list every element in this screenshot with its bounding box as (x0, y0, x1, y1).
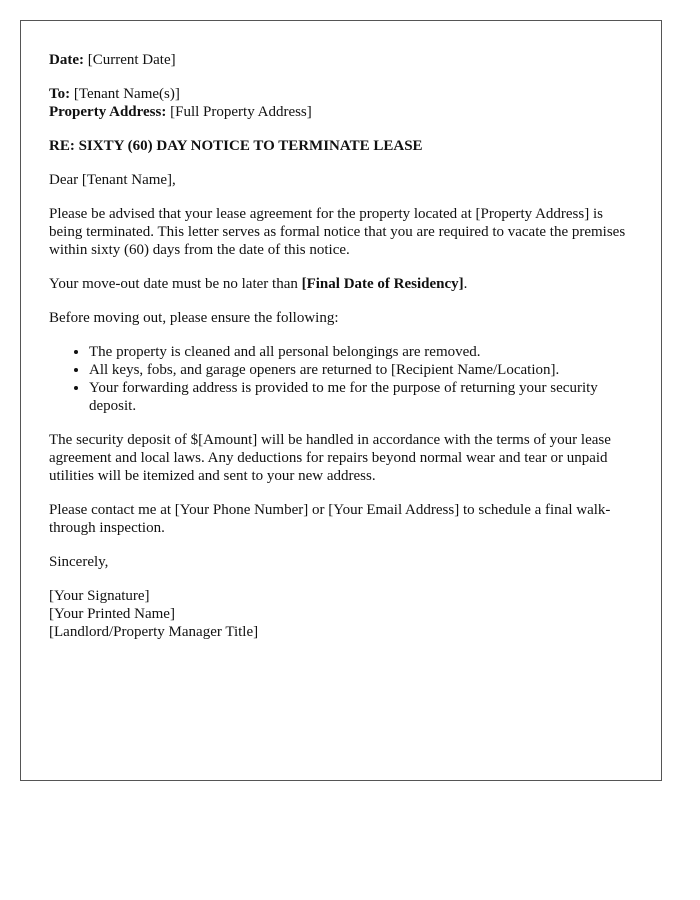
subject-line (49, 137, 633, 155)
list-item: • All keys, fobs, and garage openers are returned to [Recipient Name/Location]. (89, 361, 633, 379)
signature-block (49, 587, 633, 641)
property-address-label: Property Address: (49, 104, 167, 120)
signature-line: [Your Signature] (49, 588, 150, 604)
property-address-value: [Full Property Address] (170, 104, 312, 120)
to-line (49, 85, 633, 103)
termination-paragraph: Please be advised that your lease agreement for the property located at [Property Address] is being terminated. This letter serves as formal notice that you are required to vacate the premises within sixty (60) days from the date of this notice. (49, 206, 626, 258)
date-line (49, 51, 633, 69)
move-out-suffix: . (463, 276, 468, 292)
before-moving-intro: Before moving out, please ensure the following: (49, 310, 339, 326)
salutation: Dear [Tenant Name], (49, 172, 176, 188)
printed-name-line: [Your Printed Name] (49, 606, 175, 622)
list-item: • Your forwarding address is provided to me for the purpose of returning your security deposit. (89, 379, 633, 415)
date-label: Date: (49, 52, 84, 68)
date-value: [Current Date] (87, 52, 176, 68)
move-out-prefix: Your move-out date must be no later than (49, 276, 298, 292)
final-date-of-residency: [Final Date of Residency] (301, 276, 464, 292)
title-line: [Landlord/Property Manager Title] (49, 624, 259, 640)
contact-paragraph: Please contact me at [Your Phone Number] or [Your Email Address] to schedule a final walk-through inspection. (49, 502, 611, 536)
to-value: [Tenant Name(s)] (73, 86, 180, 102)
letter-page (20, 20, 662, 781)
move-out-paragraph (49, 275, 633, 293)
subject-text: RE: SIXTY (60) DAY NOTICE TO TERMINATE LEASE (49, 138, 423, 154)
list-item: • The property is cleaned and all personal belongings are removed. (89, 343, 633, 361)
closing: Sincerely, (49, 554, 109, 570)
to-label: To: (49, 86, 71, 102)
property-address-line (49, 103, 633, 121)
security-deposit-paragraph: The security deposit of $[Amount] will be handled in accordance with the terms of your lease agreement and local laws. Any deductions for repairs beyond normal wear and tear or unpaid utilities will be itemized and sent to your new address. (49, 432, 611, 484)
move-out-requirements-list (49, 343, 633, 415)
